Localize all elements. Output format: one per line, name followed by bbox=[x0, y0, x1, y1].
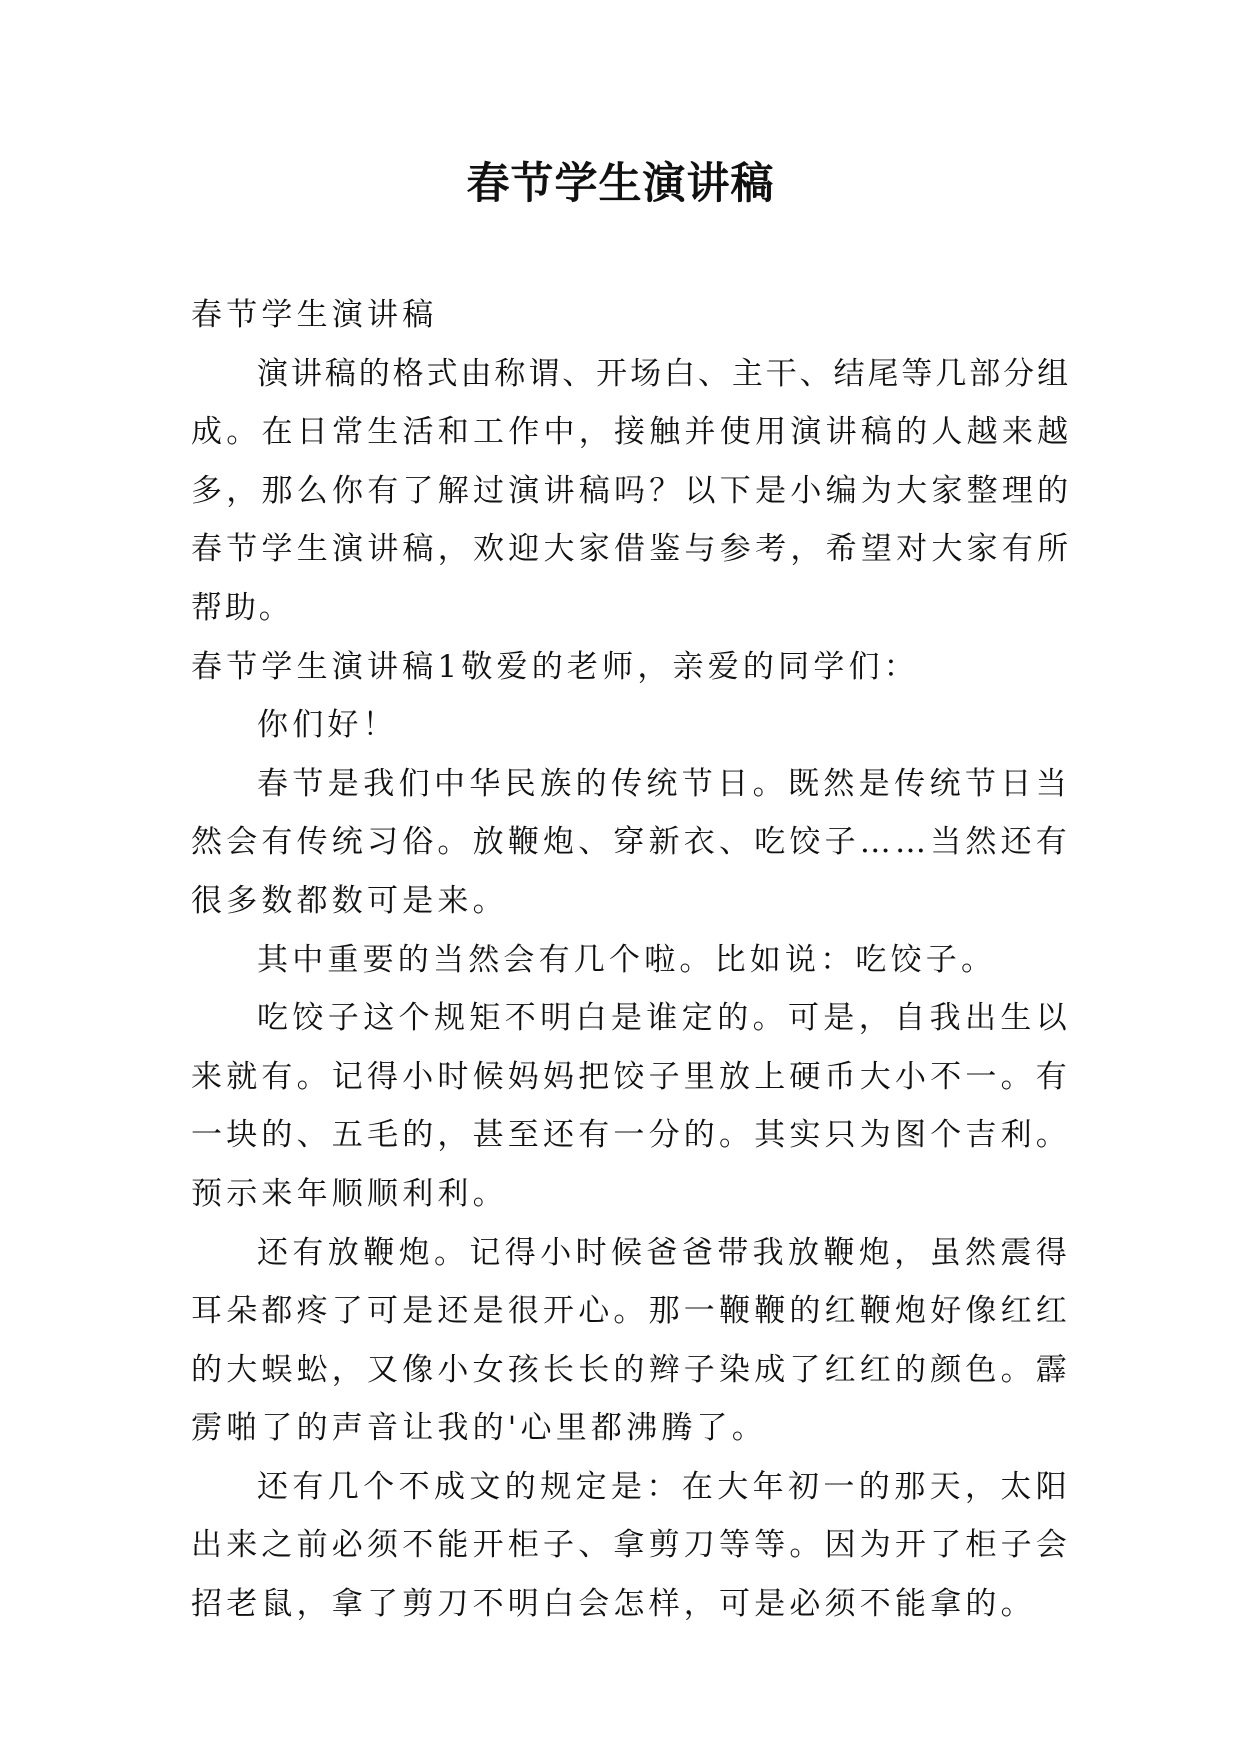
paragraph-intro: 演讲稿的格式由称谓、开场白、主干、结尾等几部分组成。在日常生活和工作中，接触并使用演讲稿的人越来越多，那么你有了解过演讲稿吗？以下是小编为大家整理的春节学生演讲稿，欢迎大家借鉴与参考，希望对大家有所帮助。 bbox=[191, 355, 1071, 626]
paragraph-rules: 还有几个不成文的规定是：在大年初一的那天，太阳出来之前必须不能开柜子、拿剪刀等等。因为开了柜子会招老鼠，拿了剪刀不明白会怎样，可是必须不能拿的。 bbox=[191, 1468, 1071, 1623]
document-body bbox=[191, 286, 1071, 1634]
paragraph-dumplings: 吃饺子这个规矩不明白是谁定的。可是，自我出生以来就有。记得小时候妈妈把饺子里放上硬币大小不一。有一块的、五毛的，甚至还有一分的。其实只为图个吉利。预示来年顺顺利利。 bbox=[191, 1000, 1071, 1212]
paragraph-subtitle: 春节学生演讲稿 bbox=[191, 297, 438, 333]
paragraph-important: 其中重要的当然会有几个啦。比如说：吃饺子。 bbox=[257, 941, 997, 978]
paragraph-customs: 春节是我们中华民族的传统节日。既然是传统节日当然会有传统习俗。放鞭炮、穿新衣、吃饺子……当然还有很多数都数可是来。 bbox=[191, 765, 1071, 919]
document-title: 春节学生演讲稿 bbox=[466, 159, 775, 209]
paragraph-salutation: 春节学生演讲稿1敬爱的老师，亲爱的同学们： bbox=[191, 648, 919, 685]
paragraph-greeting: 你们好！ bbox=[257, 707, 398, 744]
paragraph-firecrackers: 还有放鞭炮。记得小时候爸爸带我放鞭炮，虽然震得耳朵都疼了可是还是很开心。那一鞭鞭的红鞭炮好像红红的大蜈蚣，又像小女孩长长的辫子染成了红红的颜色。霹雳啪了的声音让我的'心里都沸腾了。 bbox=[191, 1234, 1071, 1447]
